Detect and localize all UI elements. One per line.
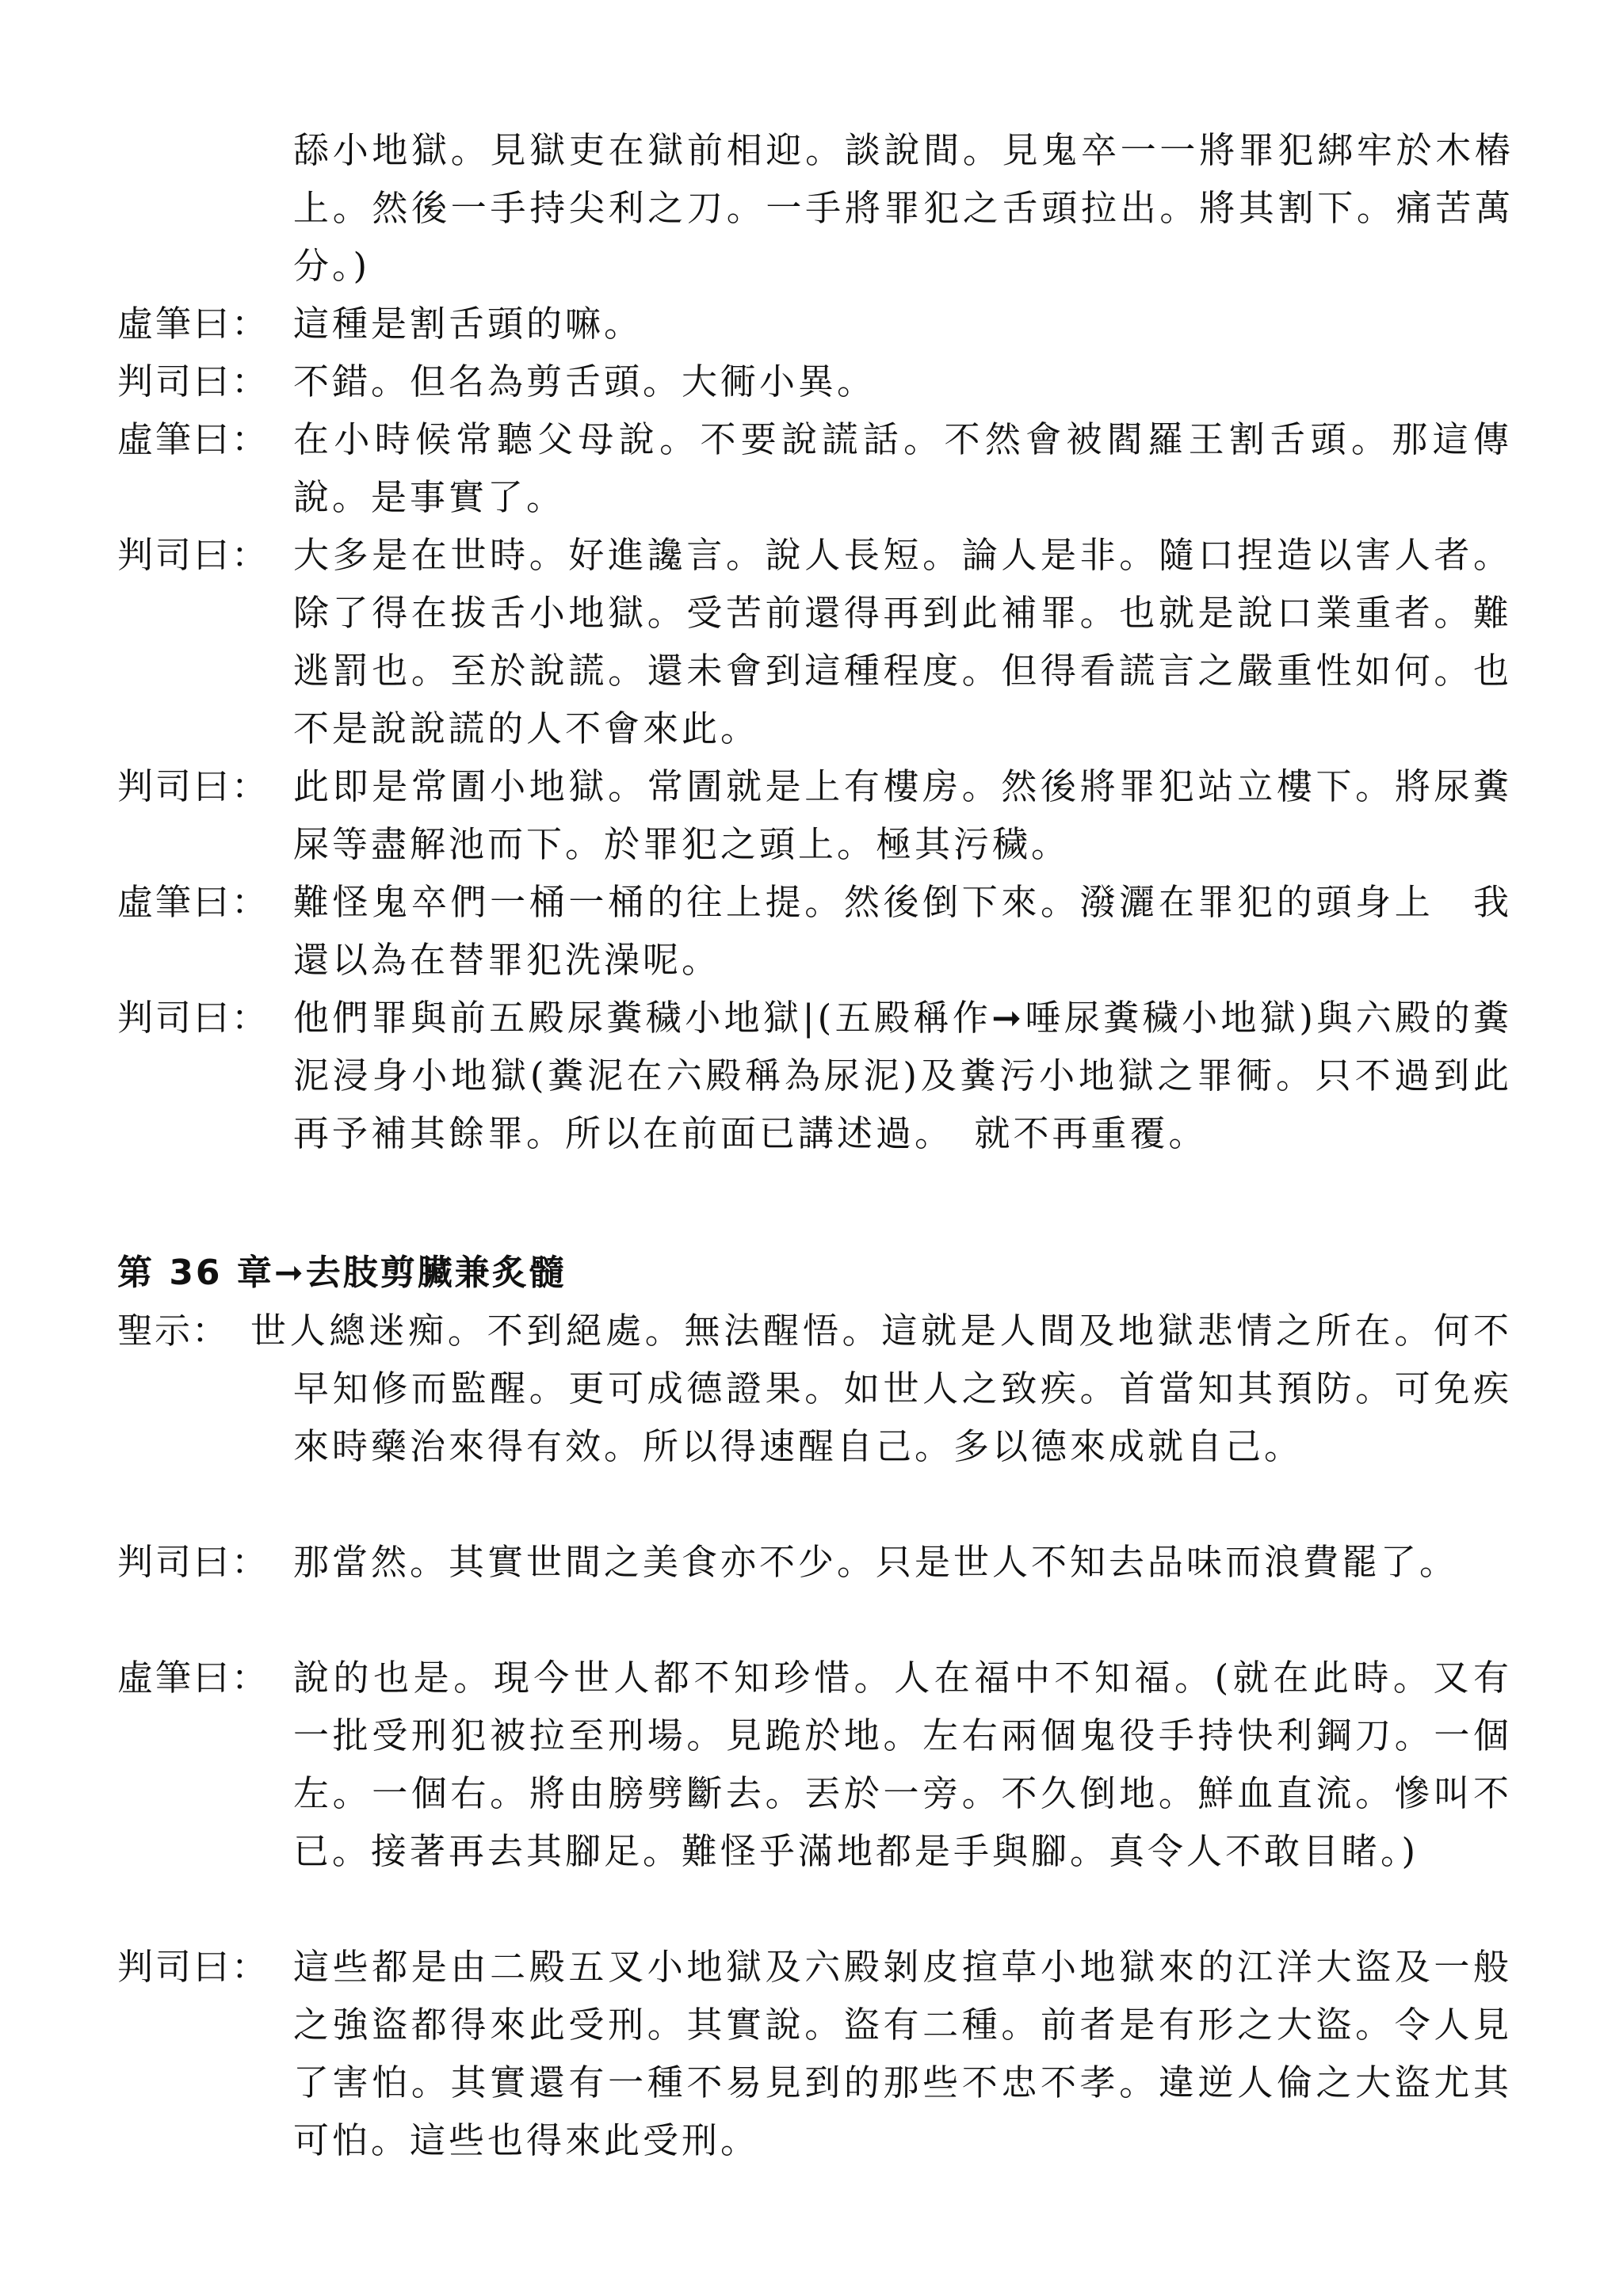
dialogue-text: 說的也是。現今世人都不知珍惜。人在福中不知福。(就在此時。又有一批受刑犯被拉至刑場。見跪於地。左右兩個鬼役手持快利鋼刀。一個左。一個右。將由膀劈斷去。丟於一旁。不久倒地。鮮血直流。慘叫不已。接著再去其腳足。難怪乎滿地都是手與腳。真令人不敢目睹。)	[293, 1657, 1512, 1872]
speaker-label: 判司曰：	[117, 360, 270, 402]
dialogue-text: 那當然。其實世間之美食亦不少。只是世人不知去品味而浪費罷了。	[293, 1541, 1459, 1583]
speaker-label: 判司曰：	[117, 1946, 270, 1988]
dialogue-entry	[117, 410, 1512, 526]
speaker-label: 判司曰：	[117, 534, 270, 576]
dialogue-text: 在小時候常聽父母說。不要說謊話。不然會被閻羅王割舌頭。那這傳說。是事實了。	[293, 418, 1512, 518]
speaker-label: 判司曰：	[117, 1541, 270, 1583]
dialogue-text: 他們罪與前五殿尿糞穢小地獄|(五殿稱作➞唾尿糞穢小地獄)與六殿的糞泥浸身小地獄(糞泥在六殿稱為尿泥)及糞污小地獄之罪衕。只不過到此再予補其餘罪。所以在前面已講述過。 就不再重覆。	[293, 997, 1512, 1154]
dialogue-text: 不錯。但名為剪舌頭。大衕小異。	[293, 360, 876, 402]
dialogue-entry	[117, 989, 1512, 1162]
dialogue-text: 此即是常圊小地獄。常圊就是上有樓房。然後將罪犯站立樓下。將尿糞屎等盡解池而下。於罪犯之頭上。極其污穢。	[293, 765, 1512, 865]
speaker-label: 判司曰：	[117, 997, 270, 1039]
chapter-title: 第 36 章➞去肢剪臟兼炙髓	[117, 1253, 567, 1293]
shengshi-entry	[117, 1302, 1512, 1475]
speaker-label: 虛筆曰：	[117, 303, 270, 345]
dialogue-text: 大多是在世時。好進讒言。說人長短。論人是非。隨口捏造以害人者。除了得在拔舌小地獄。受苦前還得再到此補罪。也就是說口業重者。難逃罰也。至於說謊。還未會到這種程度。但得看謊言之嚴重性如何。也不是說說謊的人不會來此。	[293, 534, 1512, 749]
speaker-label: 虛筆曰：	[117, 881, 270, 923]
speaker-label: 聖示：	[117, 1310, 230, 1352]
continuation-paragraph: 舔小地獄。見獄吏在獄前相迎。談說間。見鬼卒一一將罪犯綁牢於木樁上。然後一手持尖利之刀。一手將罪犯之舌頭拉出。將其割下。痛苦萬分。)	[293, 129, 1514, 287]
speaker-label: 判司曰：	[117, 765, 270, 807]
dialogue-entry	[117, 295, 1512, 353]
dialogue-entry	[117, 873, 1512, 989]
speaker-label: 虛筆曰：	[117, 1657, 270, 1699]
dialogue-entry	[117, 526, 1512, 757]
shengshi-text: 世人總迷痴。不到絕處。無法醒悟。這就是人間及地獄悲情之所在。何不早知修而監醒。更可成德證果。如世人之致疾。首當知其預防。可免疾來時藥治來得有效。所以得速醒自己。多以德來成就自己。	[250, 1310, 1512, 1467]
speaker-label: 虛筆曰：	[117, 418, 270, 460]
dialogue-text: 這些都是由二殿五叉小地獄及六殿剝皮揎草小地獄來的江洋大盜及一般之強盜都得來此受刑。其實說。盜有二種。前者是有形之大盜。令人見了害怕。其實還有一種不易見到的那些不忠不孝。違逆人倫之大盜尤其可怕。這些也得來此受刑。	[293, 1946, 1512, 2161]
dialogue-entry	[117, 353, 1512, 410]
dialogue-text: 這種是割舌頭的嘛。	[293, 303, 643, 345]
dialogue-entry	[117, 1649, 1512, 1880]
dialogue-text: 難怪鬼卒們一桶一桶的往上提。然後倒下來。潑灑在罪犯的頭身上 我還以為在替罪犯洗澡呢。	[293, 881, 1512, 981]
dialogue-entry	[117, 1938, 1512, 2169]
dialogue-entry	[117, 757, 1512, 873]
dialogue-entry	[117, 1533, 1512, 1591]
